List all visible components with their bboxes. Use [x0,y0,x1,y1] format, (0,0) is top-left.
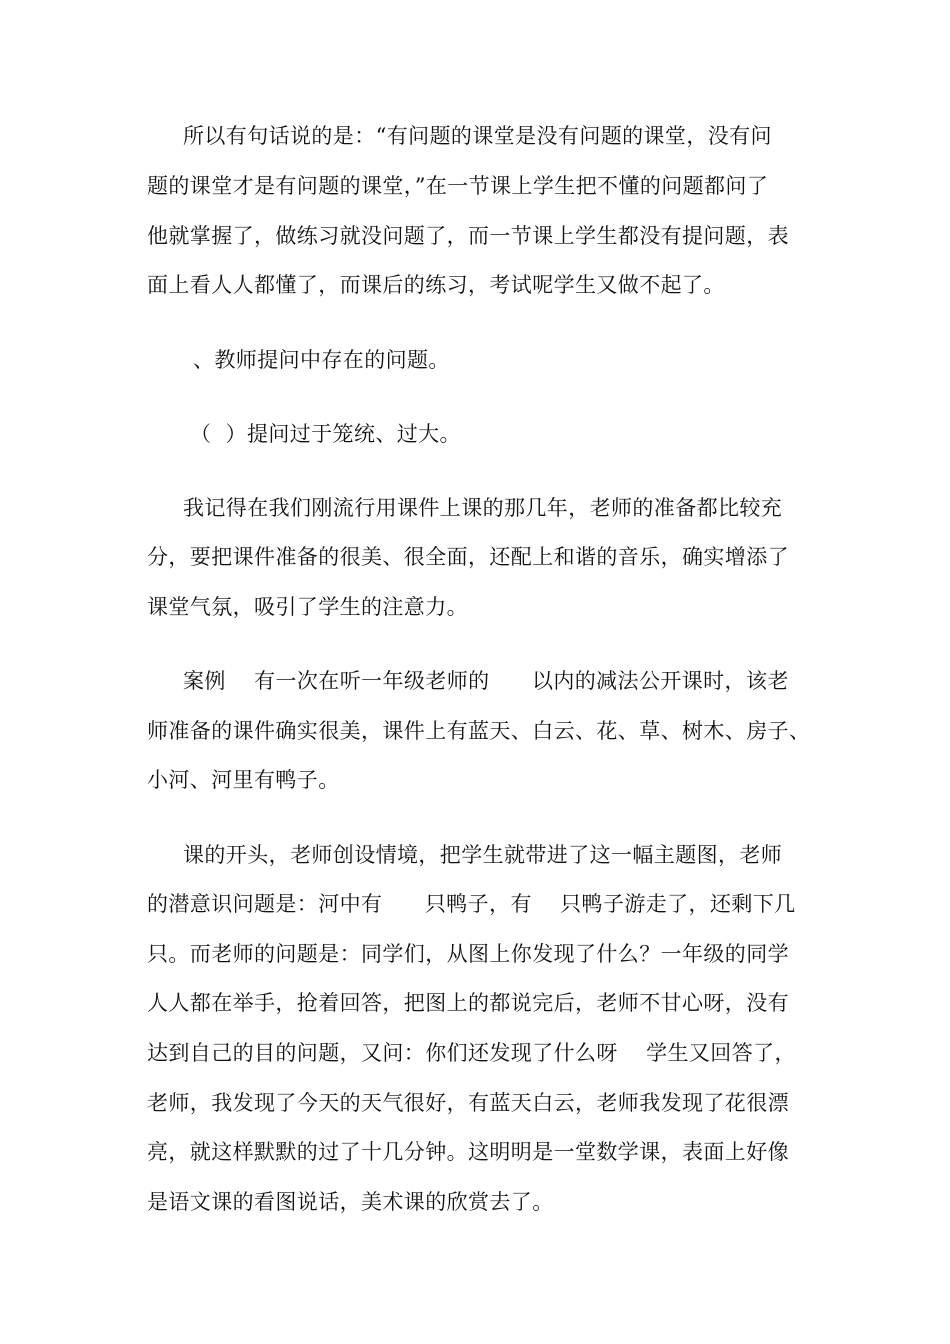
paragraph-3-line-7: 亮，就这样默默的过了十几分钟。这明明是一堂数学课，表面上好像 [147,1140,789,1164]
paragraph-2-line-1: 我记得在我们刚流行用课件上课的那几年，老师的准备都比较充 [183,496,783,520]
paragraph-3-line-8: 是语文课的看图说话，美术课的欣赏去了。 [147,1190,554,1214]
case-paragraph-line-2: 师准备的课件确实很美，课件上有蓝天、白云、花、草、树木、房子、 [147,719,811,743]
paragraph-3-line-2: 的潜意识问题是：河中有 只鸭子，有 只鸭子游走了，还剩下几 [147,892,796,916]
paragraph-1-line-3: 他就掌握了，做练习就没问题了，而一节课上学生都没有提问题，表 [147,224,789,248]
paragraph-1-line-4: 面上看人人都懂了，而课后的练习，考试呢学生又做不起了。 [147,273,725,297]
paragraph-2-line-2: 分，要把课件准备的很美、很全面，还配上和谐的音乐，确实增添了 [147,545,789,569]
subsection-heading: （ ）提问过于笼统、过大。 [190,422,461,446]
paragraph-3-line-5: 达到自己的目的问题，又问：你们还发现了什么呀 学生又回答了， [147,1041,796,1065]
paragraph-3-line-6: 老师，我发现了今天的天气很好，有蓝天白云，老师我发现了花很漂 [147,1091,789,1115]
section-heading: 、教师提问中存在的问题。 [193,348,450,372]
paragraph-1-line-1: 所以有句话说的是：“有问题的课堂是没有问题的课堂，没有问 [183,124,772,148]
case-paragraph-line-3: 小河、河里有鸭子。 [147,768,340,792]
paragraph-3-line-1: 课的开头，老师创设情境，把学生就带进了这一幅主题图，老师 [183,843,783,867]
paragraph-3-line-3: 只。而老师的问题是：同学们，从图上你发现了什么？一年级的同学 [147,942,789,966]
paragraph-2-line-3: 课堂气氛，吸引了学生的注意力。 [147,595,468,619]
paragraph-1-line-2: 题的课堂才是有问题的课堂，”在一节课上学生把不懂的问题都问了 [147,174,769,198]
case-paragraph-line-1: 案例 有一次在听一年级老师的 以内的减法公开课时，该老 [183,669,789,693]
paragraph-3-line-4: 人人都在举手，抢着回答，把图上的都说完后，老师不甘心呀，没有 [147,991,789,1015]
